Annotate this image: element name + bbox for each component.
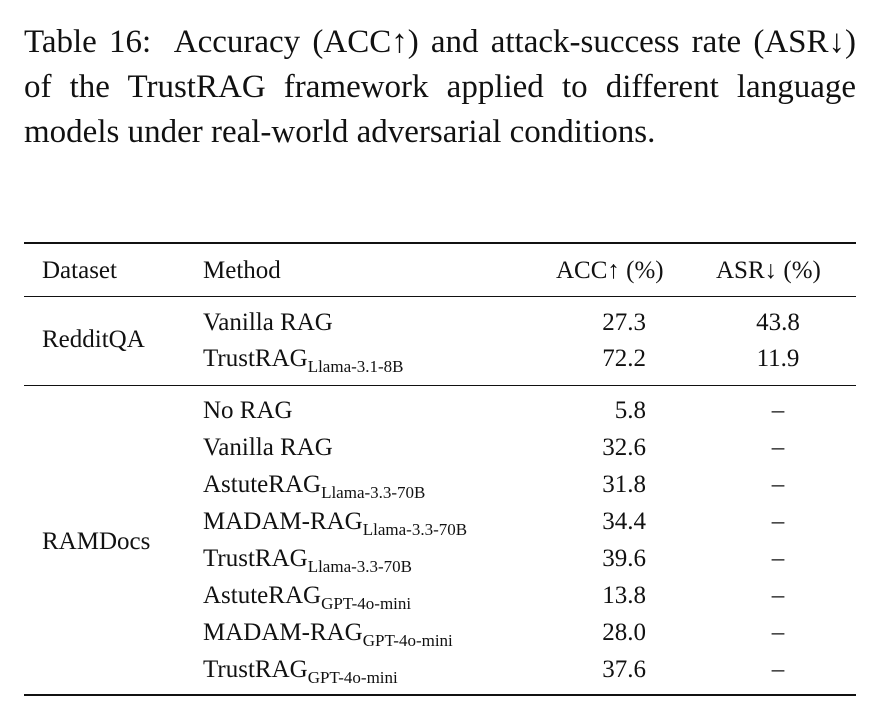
acc-cell: 31.8 (602, 471, 646, 498)
acc-cell: 28.0 (602, 619, 646, 646)
dataset-ramdocs: RAMDocs (42, 528, 151, 555)
method-cell: Vanilla RAG (203, 434, 333, 461)
asr-cell: – (771, 545, 785, 572)
acc-cell: 37.6 (602, 656, 646, 683)
acc-cell: 5.8 (614, 397, 646, 424)
asr-cell: – (771, 619, 785, 646)
method-cell: TrustRAG$_{Llama-3.3-70B}$ (203, 545, 413, 576)
dataset-redditqa: RedditQA (42, 326, 145, 353)
header-rule (24, 296, 856, 297)
method-cell: No RAG (203, 397, 293, 424)
method-cell: Vanilla RAG (203, 309, 333, 336)
acc-cell: 72.2 (602, 345, 646, 372)
asr-cell: – (771, 656, 785, 683)
asr-cell: 11.9 (756, 345, 800, 372)
method-cell: AstuteRAG$_{GPT-4o-mini}$ (203, 582, 412, 613)
header-asr: ASR↓ (%) (716, 257, 821, 284)
table-bottom-rule (24, 694, 856, 696)
header-acc: ACC↑ (%) (556, 257, 664, 284)
asr-cell: – (771, 508, 785, 535)
method-cell: TrustRAG$_{GPT-4o-mini}$ (203, 656, 398, 687)
method-cell: TrustRAG$_{Llama-3.1-8B}$ (203, 345, 404, 376)
table-caption (24, 20, 856, 155)
caption-text: Accuracy (ACC↑) and attack-success rate (ASR↓) of the TrustRAG framework applied to different language models under real-world adversarial conditions. (24, 24, 856, 150)
asr-cell: 43.8 (756, 309, 800, 336)
caption-label: Table 16: (24, 24, 152, 60)
method-cell: MADAM-$RAG_{GPT-4o-mini}$ (203, 619, 453, 650)
asr-cell: – (771, 434, 785, 461)
group-rule (24, 385, 856, 386)
header-dataset: Dataset (42, 257, 117, 284)
table-top-rule (24, 242, 856, 244)
acc-cell: 34.4 (602, 508, 646, 535)
method-cell: MADAM-$RAG_{Llama-3.3-70B}$ (203, 508, 468, 539)
asr-cell: – (771, 471, 785, 498)
acc-cell: 13.8 (602, 582, 646, 609)
header-method: Method (203, 257, 281, 284)
acc-cell: 27.3 (602, 309, 646, 336)
acc-cell: 39.6 (602, 545, 646, 572)
method-cell: AstuteRAG$_{Llama-3.3-70B}$ (203, 471, 426, 502)
acc-cell: 32.6 (602, 434, 646, 461)
asr-cell: – (771, 582, 785, 609)
asr-cell: – (771, 397, 785, 424)
